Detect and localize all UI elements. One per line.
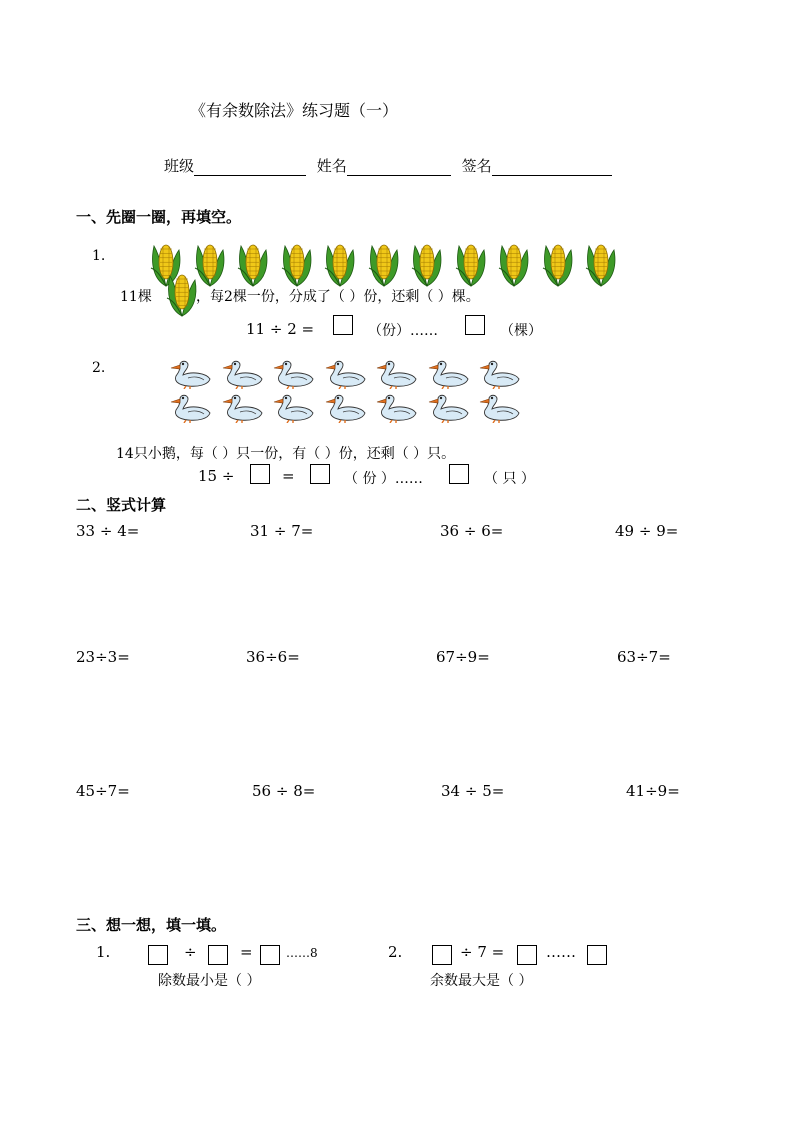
q2-unit-fen: （ 份 ）…… <box>344 471 423 487</box>
calc-problem: 45÷7= <box>76 782 130 800</box>
calc-problem: 36÷6= <box>246 648 300 666</box>
q1-unit-ke: （棵） <box>500 323 542 339</box>
s3-q1-note: 除数最小是（ ） <box>158 973 261 989</box>
calc-problem: 56 ÷ 8= <box>252 782 316 800</box>
s3-q2-number: 2. <box>388 943 403 961</box>
corn-icon <box>540 240 576 288</box>
duck-icon <box>168 359 214 389</box>
calc-problem: 33 ÷ 4= <box>76 522 140 540</box>
corn-icon <box>164 270 200 318</box>
q1-unit-fen: （份）…… <box>368 323 438 339</box>
duck-icon <box>168 393 214 423</box>
q2-quotient-box[interactable] <box>310 464 330 484</box>
calc-problem: 63÷7= <box>617 648 671 666</box>
s3-q1-quotient-box[interactable] <box>260 945 280 965</box>
corn-icon <box>279 240 315 288</box>
s3-q2-dividend-box[interactable] <box>432 945 452 965</box>
class-field[interactable] <box>194 175 306 176</box>
q2-unit-zhi: （ 只 ） <box>484 471 535 487</box>
page-title: 《有余数除法》练习题（一） <box>190 101 399 120</box>
s3-q1-equals: = <box>240 943 253 961</box>
corn-icon <box>409 240 445 288</box>
s3-q2-quotient-box[interactable] <box>517 945 537 965</box>
duck-icon <box>323 393 369 423</box>
q1-number: 1. <box>92 248 106 264</box>
name-field[interactable] <box>347 175 451 176</box>
corn-icon <box>496 240 532 288</box>
corn-icon <box>235 240 271 288</box>
sign-field[interactable] <box>492 175 612 176</box>
student-info-row <box>164 155 612 176</box>
duck-icon <box>426 359 472 389</box>
section1-heading: 一、先圈一圈，再填空。 <box>76 208 242 226</box>
s3-q1-div-sign: ÷ <box>184 943 197 961</box>
q2-number: 2. <box>92 360 106 376</box>
calc-problem: 49 ÷ 9= <box>615 522 679 540</box>
calc-problem: 36 ÷ 6= <box>440 522 504 540</box>
q2-divisor-box[interactable] <box>250 464 270 484</box>
duck-icon <box>220 393 266 423</box>
duck-icon <box>271 393 317 423</box>
q2-text: 14只小鹅，每（ ）只一份，有（ ）份，还剩（ ）只。 <box>116 446 456 462</box>
q2-equals: = <box>282 467 295 485</box>
s3-q2-dots: …… <box>546 943 576 961</box>
s3-q2-remainder-box[interactable] <box>587 945 607 965</box>
q1-remainder-box[interactable] <box>465 315 485 335</box>
q2-equation-left: 15 ÷ <box>198 467 235 485</box>
q1-quotient-box[interactable] <box>333 315 353 335</box>
s3-q1-divisor-box[interactable] <box>208 945 228 965</box>
section2-heading: 二、竖式计算 <box>76 496 167 514</box>
corn-icon <box>366 240 402 288</box>
s3-q1-remainder: ……8 <box>286 946 318 960</box>
calc-problem: 34 ÷ 5= <box>441 782 505 800</box>
class-label: 班级 <box>164 157 195 175</box>
corn-icon <box>583 240 619 288</box>
duck-icon <box>271 359 317 389</box>
calc-problem: 23÷3= <box>76 648 130 666</box>
duck-icon <box>374 393 420 423</box>
duck-icon <box>323 359 369 389</box>
s3-q1-dividend-box[interactable] <box>148 945 168 965</box>
s3-q2-div-seven: ÷ 7 = <box>460 943 505 961</box>
sign-label: 签名 <box>461 157 492 175</box>
duck-icon <box>426 393 472 423</box>
s3-q1-number: 1. <box>96 943 111 961</box>
duck-icon <box>477 393 523 423</box>
duck-icon <box>220 359 266 389</box>
q2-remainder-box[interactable] <box>449 464 469 484</box>
calc-problem: 67÷9= <box>436 648 490 666</box>
calc-problem: 41÷9= <box>626 782 680 800</box>
q1-equation-left: 11 ÷ 2 = <box>246 320 315 338</box>
name-label: 姓名 <box>316 157 347 175</box>
duck-icon <box>477 359 523 389</box>
calc-problem: 31 ÷ 7= <box>250 522 314 540</box>
section3-heading: 三、想一想，填一填。 <box>76 916 227 934</box>
corn-icon <box>322 240 358 288</box>
corn-icon <box>453 240 489 288</box>
q1-prefix: 11棵 <box>120 289 152 305</box>
s3-q2-note: 余数最大是（ ） <box>430 973 533 989</box>
duck-icon <box>374 359 420 389</box>
q1-text: ，每2棵一份，分成了（ ）份，还剩（ ）棵。 <box>196 289 480 305</box>
